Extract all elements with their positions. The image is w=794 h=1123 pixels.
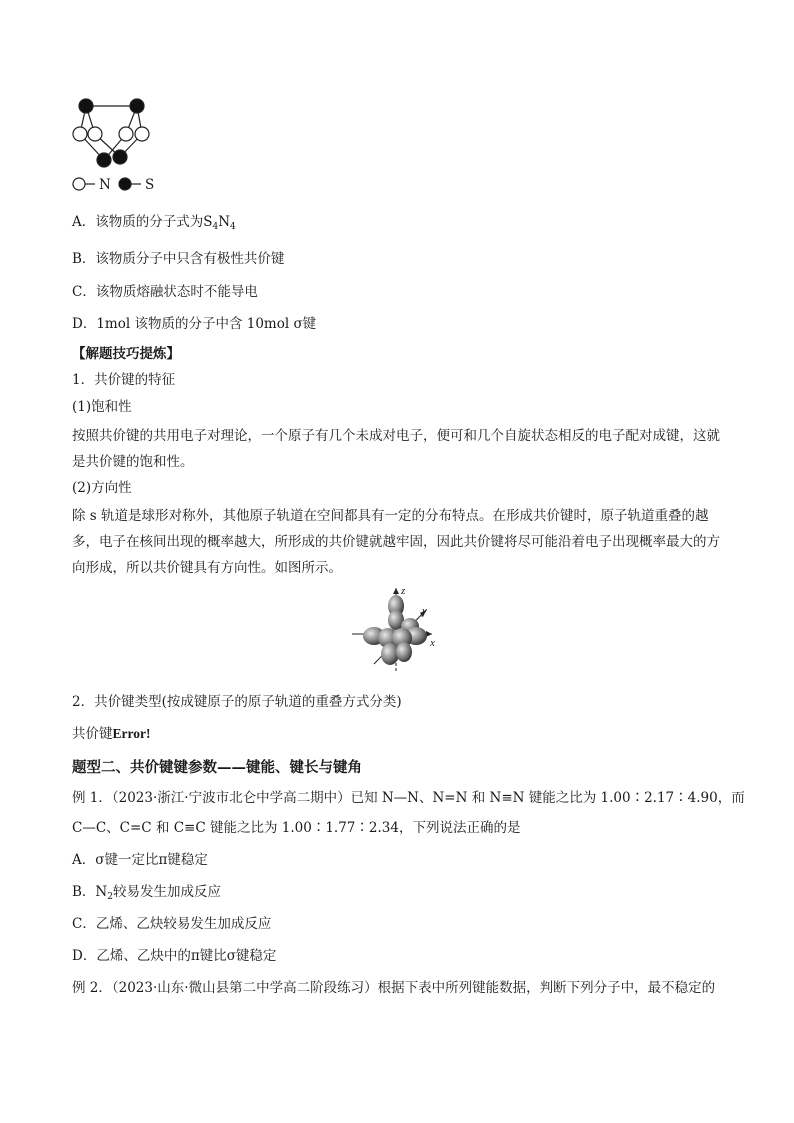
n-atom	[119, 127, 133, 141]
option-b: B．该物质分子中只含有极性共价键	[72, 251, 285, 267]
legend-n-label: N	[99, 177, 111, 193]
example1-line2: C—C、C=C 和 C≡C 键能之比为 1.00∶1.77∶2.34，下列说法正确的是	[72, 820, 521, 836]
ex1-option-b: B．$N_2$较易发生加成反应	[72, 884, 221, 902]
n-atom	[73, 127, 87, 141]
example2-line1: 例 2．（2023·山东·微山县第二中学高二阶段练习）根据下表中所列键能数据，判断下列分子中，最不稳定的	[72, 980, 716, 996]
legend-s-label: S	[145, 177, 155, 193]
section2-title: 题型二、共价键键参数——键能、键长与键角	[72, 759, 362, 776]
tips-heading: 【解题技巧提炼】	[72, 346, 180, 362]
option-a: A．该物质的分子式为$S_4N_4$	[72, 214, 236, 232]
option-d: D．1mol 该物质的分子中含 10mol σ键	[72, 316, 317, 332]
tips-s1a-text: 按照共价键的共用电子对理论，一个原子有几个未成对电子，便可和几个自旋状态相反的电子配对成键，这就是共价键的饱和性。	[72, 428, 720, 470]
option-c: C．该物质熔融状态时不能导电	[72, 284, 258, 300]
tips-s2-title: 2．共价键类型(按成键原子的原子轨道的重叠方式分类)	[72, 694, 402, 710]
s-atom	[113, 150, 127, 164]
axis-z-label: z	[401, 585, 406, 597]
tips-s1a-title: (1)饱和性	[72, 399, 132, 415]
s4n4-structure-diagram	[66, 94, 166, 174]
s-atom	[130, 99, 144, 113]
ex1-option-d: D．乙烯、乙炔中的π键比σ键稳定	[72, 948, 277, 964]
tips-s1-title: 1．共价键的特征	[72, 372, 176, 388]
ex1-option-a: A．σ键一定比π键稳定	[72, 852, 208, 868]
ex1-option-c: C．乙烯、乙炔较易发生加成反应	[72, 916, 272, 932]
s-atom	[79, 99, 93, 113]
tips-s2-line: 共价键Error!	[72, 726, 151, 742]
legend-n-symbol	[72, 177, 96, 191]
axis-y-label: y	[422, 605, 427, 617]
p-orbital-figure	[344, 582, 444, 674]
tips-s1b-title: (2)方向性	[72, 480, 132, 496]
legend-s-symbol	[118, 177, 142, 191]
n-atom	[88, 127, 102, 141]
n-atom	[135, 127, 149, 141]
tips-s1b-text: 除 s 轨道是球形对称外，其他原子轨道在空间都具有一定的分布特点。在形成共价键时，原子轨道重叠的越多，电子在核间出现的概率越大，所形成的共价键就越牢固，因此共价键将尽可能沿着电子出现概率最大的方向形成，所以共价键具有方向性。如图所示。	[72, 508, 720, 576]
s-atom	[97, 153, 111, 167]
axis-x-label: x	[430, 637, 435, 649]
error-text: Error!	[112, 726, 151, 741]
example1-line1: 例 1．（2023·浙江·宁波市北仑中学高二期中）已知 N—N、N=N 和 N≡N 键能之比为 1.00∶2.17∶4.90，而	[72, 790, 745, 806]
